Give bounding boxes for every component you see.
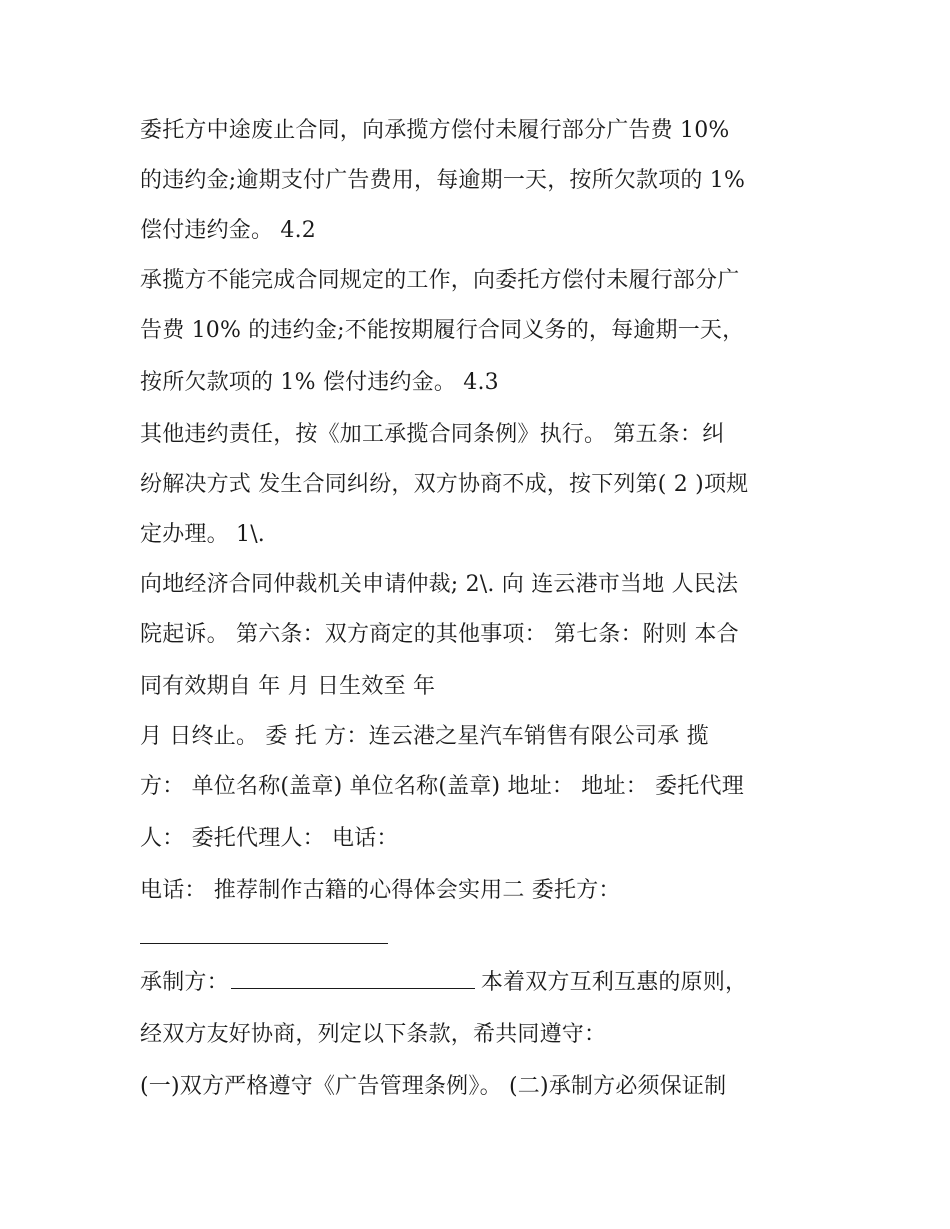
text-line: (一)双方严格遵守《广告管理条例》。 (二)承制方必须保证制 (140, 1074, 727, 1099)
text-line: 其他违约责任，按《加工承揽合同条例》执行。 第五条：纠 (140, 422, 725, 447)
text-line: 经双方友好协商，列定以下条款，希共同遵守： (140, 1022, 607, 1047)
contractor-blank-line (231, 968, 475, 989)
signature-blank-line (140, 943, 388, 944)
text-line: 纷解决方式 发生合同纠纷，双方协商不成，按下列第( 2 )项规 (140, 472, 749, 497)
text-line: 院起诉。 第六条：双方商定的其他事项： 第七条：附则 本合 (140, 622, 739, 647)
contractor-line (140, 968, 747, 998)
text-line: 委托方中途废止合同，向承揽方偿付未履行部分广告费 10% (140, 118, 730, 143)
contractor-suffix: 本着双方互利互惠的原则， (480, 970, 748, 995)
text-line: 电话： 推荐制作古籍的心得体会实用二 委托方： (140, 878, 621, 903)
text-line: 定办理。 1\. (140, 522, 265, 547)
text-line: 的违约金;逾期支付广告费用，每逾期一天，按所欠款项的 1% (140, 168, 746, 193)
text-line: 人： 委托代理人： 电话： (140, 826, 399, 851)
text-line: 方： 单位名称(盖章) 单位名称(盖章) 地址： 地址： 委托代理 (140, 774, 744, 799)
text-line: 偿付违约金。 4.2 (140, 218, 316, 243)
text-line: 按所欠款项的 1% 偿付违约金。 4.3 (140, 370, 499, 395)
contractor-label: 承制方： (140, 970, 229, 995)
text-line: 同有效期自 年 月 日生效至 年 (140, 674, 436, 699)
text-line: 月 日终止。 委 托 方：连云港之星汽车销售有限公司承 揽 (140, 724, 709, 749)
text-line: 向地经济合同仲裁机关申请仲裁; 2\. 向 连云港市当地 人民法 (140, 572, 739, 597)
text-line: 告费 10% 的违约金;不能按期履行合同义务的，每逾期一天， (140, 318, 745, 343)
text-line: 承揽方不能完成合同规定的工作，向委托方偿付未履行部分广 (140, 268, 740, 293)
